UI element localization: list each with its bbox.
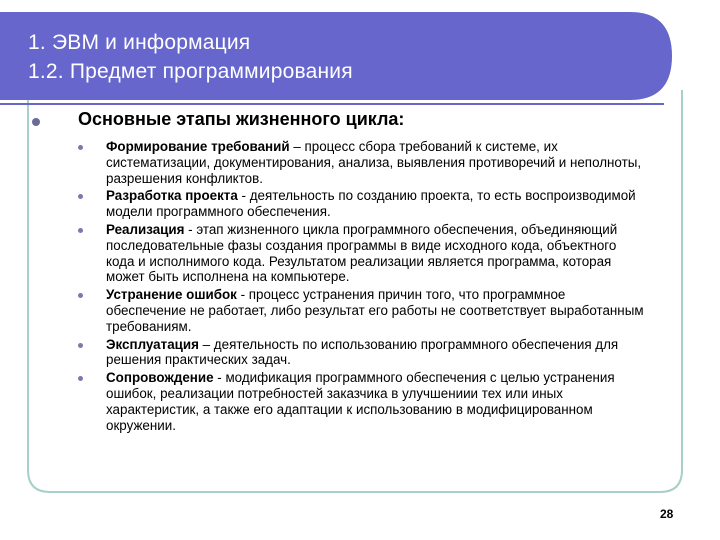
list-item [78,188,648,220]
header-band [0,12,672,100]
stage-term: Разработка проекта [106,188,238,204]
list-item [78,337,648,369]
stage-term: Устранение ошибок [106,287,237,303]
list-item [78,370,648,433]
stage-description: - деятельность по созданию проекта, то есть воспроизводимой модели программного обеспечения. [106,188,636,220]
bullet-icon [78,343,83,348]
heading-bullet-icon [32,118,40,126]
stage-term: Эксплуатация [106,336,199,352]
lifecycle-stage-list [78,139,648,435]
slide-title-line-2: 1.2. Предмет программирования [28,60,353,83]
stage-description: - модификация программного обеспечения с целью устранения ошибок, реализации потребностей заказчика в улучшениии тех или иных характеристик, а также его адаптации к использованию в модифицированном окружении. [106,370,615,433]
stage-description: – деятельность по использованию программного обеспечения для решения практических задач. [106,336,619,368]
stage-term: Реализация [106,221,185,237]
page-number: 28 [660,507,674,521]
stage-description: - процесс устранения причин того, что программное обеспечение не работает, либо результат его работы не соответствует выработанным требованиям. [106,287,644,334]
slide-title-line-1: 1. ЭВМ и информация [28,31,251,54]
section-heading: Основные этапы жизненного цикла: [78,109,405,129]
list-item [78,139,648,186]
bullet-icon [78,376,83,381]
bullet-icon [78,293,83,298]
bullet-icon [78,228,83,233]
list-item [78,287,648,334]
bullet-icon [78,145,83,150]
list-item [78,222,648,285]
stage-term: Сопровождение [106,370,214,386]
stage-term: Формирование требований [106,139,290,154]
stage-description: – процесс сбора требований к системе, их систематизации, документирования, анализа, выявления противоречий и неполноты, разрешения конфликтов. [106,139,642,186]
stage-description: - этап жизненного цикла программного обеспечения, объединяющий последовательные фазы создания программы в виде исходного кода, объектного кода и исполнимого кода. Результатом реализации является программа, которая может быть исполнена на компьютере. [106,221,618,285]
bullet-icon [78,194,83,199]
